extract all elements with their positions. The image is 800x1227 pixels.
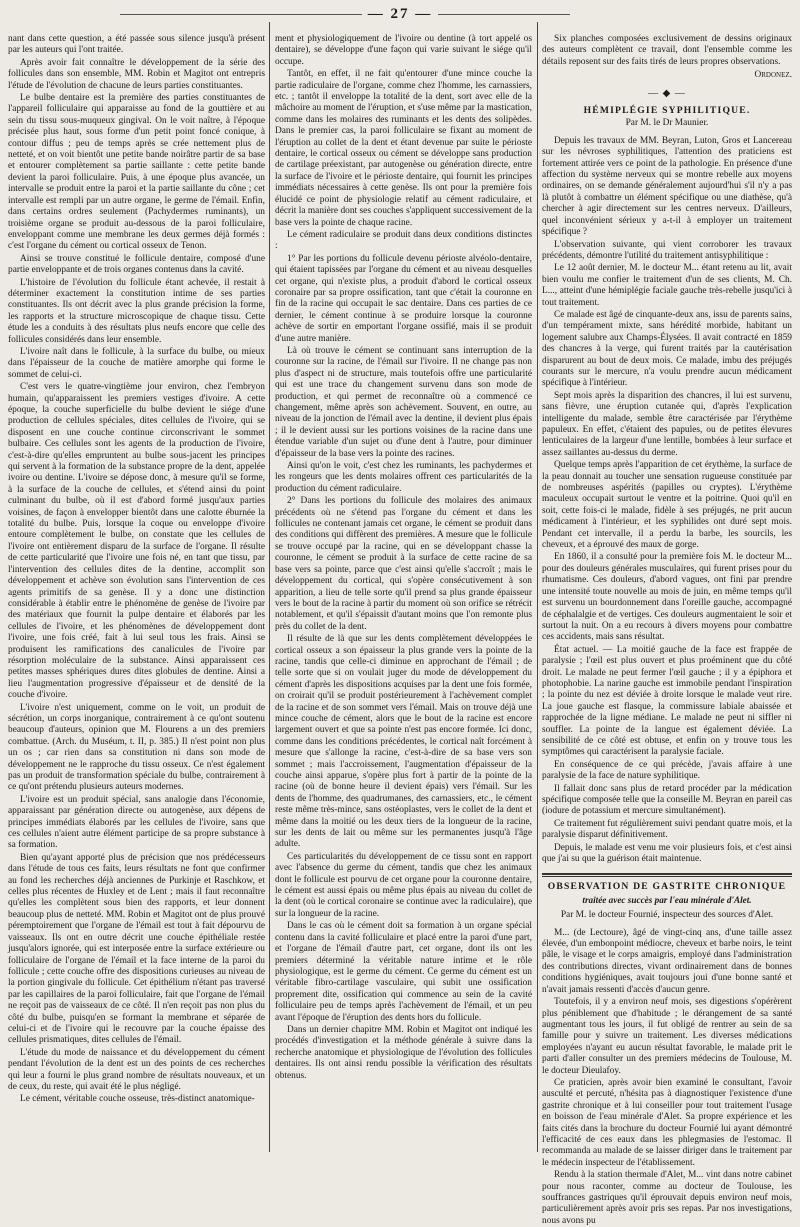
section-ornament: — ◆ —	[648, 87, 686, 99]
paragraph: L'observation suivante, qui vient corroborer les travaux précédents, démontre l'utilité du traitement antisyphilitique :	[542, 239, 792, 261]
paragraph: Là où trouve le cément se continuant sans interruption de la couronne sur la racine, de l'émail sur l'ivoire. Il ne change pas non plus d'aspect ni de structure, mais toutefois offre une particularité qui est une trace du changement survenu dans son mode de production, et qui permet de reconnaître où a commencé ce changement, même après son achèvement. Souvent, en outre, au niveau de la jonction de l'émail avec la dentine, il devient plus épais ; il le devient aussi sur les portions voisines de la racine dans une étendue variable d'un sujet ou d'une dent à l'autre, pour diminuer d'épaisseur de la base vers la pointe des racines.	[275, 345, 532, 459]
article-signature: Ordonez.	[754, 70, 792, 81]
paragraph: Le 12 août dernier, M. le docteur M... étant retenu au lit, avait bien voulu me confier le traitement d'un de ses clients, M. Ch. L..., atteint d'une hémiplégie faciale gauche très-rebelle jusqu'ici à tout traitement.	[542, 263, 792, 308]
paragraph: L'étude du mode de naissance et du développement du cément pendant l'évolution de la dent est un des points de ces recherches qui leur a fourni le plus grand nombre de résultats nouveaux, et un de ceux, du reste, qui avait été le plus négligé.	[8, 1047, 265, 1092]
column-1	[8, 34, 265, 1154]
column-divider	[269, 22, 270, 1152]
paragraph: 1° Par les portions du follicule devenu périoste alvéolo-dentaire, qui étaient tapissées par l'organe du cément et au niveau desquelles cet organe, qui n'existe plus, a produit d'abord le cortical osseux coronaire par sa propre ossification, tant que c'était la couronne en fin de la racine qui occupait le sac dentaire. Dans ces parties de ce dernier, le cément continue à se produire lorsque la couronne achève de sortir en emportant l'organe ossifié, mais il se produit d'une autre manière.	[275, 253, 532, 344]
page-number	[0, 6, 800, 23]
paragraph: Il résulte de là que sur les dents complètement développées le cortical osseux a son épaisseur la plus grande vers la pointe de la racine, tandis que celle-ci diminue en approchant de l'émail ; de telle sorte que si on voulait juger du mode de développement du cément d'après les dispositions acquises par la dent une fois formée, on croirait qu'il se produit postérieurement à l'achèvement complet de la racine et de son sommet vers l'émail. Mais on trouve déjà une mince couche de cément, alors que le bout de la racine est encore largement ouvert et que sa pointe n'est pas encore formée. Ici donc, comme dans les conditions précédentes, le cortical naît forcément à mesure que s'allonge la racine, c'est-à-dire de sa base vers son sommet ; mais l'accroissement, l'augmentation d'épaisseur de la couche ainsi apparue, s'opère plus fort à partir de la pointe de la racine (où de bonne heure il devient épais) vers l'émail. Sur les dents de l'homme, des quadrumanes, des carnassiers, etc., le cément reste même très-mince, sans ostéoplastes, vers le collet de la dent et même dans la moitié ou les deux tiers de la longueur de la racine, sur les dents de lait ou même sur les permanentes jusqu'à l'âge adulte.	[275, 634, 532, 850]
paragraph: L'ivoire n'est uniquement, comme on le voit, un produit de sécrétion, un corps inorganique, contrairement à ce qu'ont soutenu beaucoup d'auteurs, opinion que M. Flourens a un des premiers combattue. (Arch. du Muséum, t. II, p. 385.) Il n'est point non plus un os ; car rien dans sa constitution ni dans son mode de développement ne le rapproche du tissu osseux. Ce n'est également pas un produit de transformation spéciale du bulbe, contrairement à ce qu'ont prétendu plusieurs auteurs modernes.	[8, 702, 265, 793]
paragraph: Après avoir fait connaître le développement de la série des follicules dans son ensemble, MM. Robin et Magitot ont entrepris l'étude de l'évolution de chacune de leurs parties constituantes.	[8, 57, 265, 91]
paragraph: Ainsi qu'on le voit, c'est chez les ruminants, les pachydermes et les rongeurs que les dents molaires offrent ces particularités de la production du cément radiculaire.	[275, 461, 532, 494]
paragraph: 2° Dans les portions du follicule des molaires des animaux précédents où ne s'étend pas l'organe du cément et dans les follicules ne contenant jamais cet organe, le cément se produit dans des conditions qui diffèrent des premières. A mesure que le follicule se trouve occupé par la racine, qui en se développant chasse la couronne, le cément se produit à la surface de cette racine de sa base vers sa pointe, parce que c'est ainsi qu'elle s'accroît ; mais le développement du cortical, qui s'opère consécutivement à son apparition, a lieu de telle sorte qu'il prend sa plus grande épaisseur vers le bout de la racine à partir du moment où son orifice se rétrécit notablement, et qu'il s'épaissit d'autant moins que l'on remonte plus près du collet de la dent.	[275, 496, 532, 632]
article-author: Par M. le Dr Maunier.	[625, 118, 709, 129]
paragraph: Sept mois après la disparition des chancres, il lui est survenu, sans fièvre, une éruption cutanée qui, d'après l'explication intelligente du malade, semble être caractérisée par l'érythème papuleux. En effet, c'étaient des papules, ou de petites élevures lenticulaires de la largeur d'une lentille, bombées à leur surface et assez saillantes au-dessus du derme.	[542, 390, 792, 458]
paragraph: Dans un dernier chapitre MM. Robin et Magitot ont indiqué les procédés d'investigation et la méthode générale à suivre dans la recherche anatomique et physiologique de l'évolution des follicules dentaires. Ils ont ainsi rendu possible la vérification des résultats obtenus.	[275, 1024, 532, 1081]
article-author: Par M. le docteur Fournié, inspecteur des sources d'Alet.	[560, 910, 774, 921]
paragraph: M... (de Lectoure), âgé de vingt-cinq ans, d'une taille assez élevée, d'un embonpoint médiocre, cheveux et barbe noirs, le teint pâle, le visage et le corps amaigris, employé dans l'administration des contributions directes, vivant ordinairement dans de bonnes conditions hygiéniques, avait toujours joui d'une bonne santé et n'avait jamais ressenti d'accès d'aucun genre.	[542, 927, 792, 995]
paragraph: Tantôt, en effet, il ne fait qu'entourer d'une mince couche la partie radiculaire de l'organe, comme chez l'homme, les carnassiers, etc. ; tantôt il enveloppe la totalité de la dent, sort avec elle de la mâchoire au moment de l'éruption, et s'use même par la mastication, comme dans les molaires des ruminants et les dents des solipèdes. Dans le premier cas, la paroi folliculaire se fixant au moment de l'éruption au collet de la dent et étant devenue par suite le périoste dentaire, le cortical osseux ou cément se développe sans production de cartilage préexistant, par autogenèse ou génération directe, entre la surface de l'ivoire et le périoste dentaire, qui fournit les principes immédiats nécessaires à cette genèse. Ils ont pour la première fois élucidé ce point de physiologie relatif au cément radiculaire, et décrit la manière dont ses couches s'appliquent successivement de la base vers la pointe de chaque racine.	[275, 69, 532, 228]
paragraph: Ce malade est âgé de cinquante-deux ans, issu de parents sains, d'un tempérament mixte, sans hérédité morbide, habitant un logement salubre aux Champs-Élysées. Il avait contracté en 1859 des chancres à la verge, qui furent traités par la cautérisation disparurent au bout de deux mois. Ce malade, imbu des préjugés courants sur le mercure, n'a voulu prendre aucun médicament spécifique à l'intérieur.	[542, 309, 792, 389]
paragraph: Six planches composées exclusivement de dessins originaux des auteurs complètent ce travail, dont l'ensemble comme les détails reposent sur des faits tirés de leurs propres observations.	[542, 34, 792, 67]
section-divider	[542, 873, 792, 877]
column-2	[275, 34, 532, 1154]
column-3	[542, 34, 792, 1226]
paragraph: ment et physiologiquement de l'ivoire ou dentine (à tort appelé os dentaire), se développe d'une façon qui varie suivant le siége qu'il occupe.	[275, 34, 532, 67]
paragraph: Il fallait donc sans plus de retard procéder par la médication spécifique composée telle que la conseille M. Beyran en pareil cas (iodure de potassium et mercure simultanément).	[542, 783, 792, 817]
paragraph: L'ivoire est un produit spécial, sans analogie dans l'économie, apparaissant par génération directe ou autogenèse, aux dépens de principes immédiats élaborés par les cellules de l'ivoire, sans que ces cellules n'aient autre élément participe de sa propre substance à sa formation.	[8, 794, 265, 851]
paragraph: Ainsi se trouve constitué le follicule dentaire, composé d'une partie enveloppante et de trois organes contenus dans la cavité.	[8, 253, 265, 276]
paragraph: État actuel. — La moitié gauche de la face est frappée de paralysie ; l'œil est plus ouvert et plus proéminent que du côté droit. Le malade ne peut fermer l'œil gauche ; il y a épiphora et photophobie. La narine gauche est immobile pendant l'inspiration ; la pointe du nez est déviée à droite lorsque le malade veut rire. La joue gauche est flasque, la commissure labiale abaissée et rapprochée de la ligne médiane. Le malade ne peut ni siffler ni souffler. La pointe de la langue est également déviée. La sensibilité de ce côté est obtuse, et enfin on y trouve tous les symptômes qui caractérisent la paralysie faciale.	[542, 644, 792, 758]
paragraph: Depuis, le malade est venu me voir plusieurs fois, et c'est ainsi que j'ai su que la guérison était maintenue.	[542, 842, 792, 865]
paragraph: Le cément radiculaire se produit dans deux conditions distinctes :	[275, 229, 532, 252]
paragraph: Toutefois, il y a environ neuf mois, ses digestions s'opérèrent plus péniblement que d'habitude ; le dérangement de sa santé augmentant tous les jours, il fut obligé de rentrer au sein de sa famille pour y suivre un traitement. Les diverses médications employées n'ayant eu aucun résultat favorable, le malade prit le parti d'aller consulter un des premiers médecins de Toulouse, M. le docteur Dieulafoy.	[542, 997, 792, 1076]
paragraph: Ce traitement fut régulièrement suivi pendant quatre mois, et la paralysie disparut définitivement.	[542, 818, 792, 841]
column-divider	[537, 22, 538, 1152]
paragraph: Le cément, véritable couche osseuse, très-distinct anatomique-	[20, 1094, 255, 1105]
paragraph: En 1860, il a consulté pour la première fois M. le docteur M... pour des douleurs générales musculaires, qui furent prises pour du rhumatisme. Ces douleurs, d'abord vagues, ont fini par prendre une intensité toute nouvelle au mois de juin, en même temps qu'il est survenu un bourdonnement dans l'oreille gauche, accompagné de céphalalgie et de vertiges. Ces douleurs augmentaient le soir et surtout la nuit. On a eu recours à divers moyens pour combattre ces accidents, mais sans résultat.	[542, 552, 792, 643]
paragraph: Quelque temps après l'apparition de cet érythème, la surface de la peau donnait au toucher une sensation rugueuse constituée par de nombreuses aspérités (papilles ou cryptes). L'érythème maculeux occupait surtout le ventre et la poitrine. Quoi qu'il en soit, cette fois-ci le malade, fidèle à ses préjugés, ne prit aucun médicament à l'intérieur, et les syphilides ont duré sept mois. Pendant cet intervalle, il a perdu la barbe, les sourcils, les cheveux, et a éprouvé des maux de gorge.	[542, 460, 792, 551]
paragraph: Dans le cas où le cément doit sa formation à un organe spécial contenu dans la cavité folliculaire et placé entre la paroi d'une part, et l'organe de l'émail d'autre part, cet organe, dont ils ont les premiers déterminé la véritable nature intime et le rôle physiologique, est le germe du cément. Ce germe du cément est un véritable fibro-cartilage vasculaire, qui subit une ossification proprement dite, ossification qui commence au sein de la cavité folliculaire peu de temps après l'achèvement de l'émail, et un peu avant l'époque de l'éruption des dents hors du follicule.	[275, 921, 532, 1023]
paragraph: Ces particularités du développement de ce tissu sont en rapport avec l'absence du germe du cément, tandis que chez les animaux dont le follicule est pourvu de cet organe pour la couronne dentaire, le cément est aussi épais ou même plus épais au niveau du collet de la dent (où le cortical coronaire se continue avec la radiculaire), que sur la longueur de la racine.	[275, 851, 532, 919]
paragraph: L'histoire de l'évolution du follicule étant achevée, il restait à déterminer exactement la constitution intime de ses parties constituantes. Ils ont décrit avec la plus grande précision la forme, les rapports et la structure microscopique de chaque tissu. Cette étude les a conduits à des résultats plus neufs encore que celle des follicules considérés dans leur ensemble.	[8, 277, 265, 345]
page-number-text: — 27 —	[362, 6, 439, 22]
article-title: OBSERVATION DE GASTRITE CHRONIQUE	[547, 881, 787, 893]
paragraph: En conséquence de ce qui précède, j'avais affaire à une paralysie de la face de nature syphilitique.	[542, 759, 792, 782]
paragraph: Bien qu'ayant apporté plus de précision que nos prédécesseurs dans l'étude de tous ces faits, leurs résultats ne font que confirmer au fond les recherches déjà anciennes de Purkinje et Raschkow, et celles plus récentes de Huxley et de Lent ; mais il faut reconnaître qu'elles les complètent sous bien des rapports, et leur donnent beaucoup plus de netteté. MM. Robin et Magitot ont de plus prouvé péremptoirement que l'organe de l'émail est tout à fait dépourvu de vaisseaux. Ils ont en outre décrit une couche épithéliale restée jusqu'alors ignorée, qui est interposée entre la surface extérieure ou folliculaire de l'organe de l'émail et la face interne de la paroi du follicule ; cette couche offre des dispositions curieuses au niveau de la portion gingivale du follicule. Cet épithélium n'étant pas traversé par les capillaires de la paroi folliculaire, fait que l'organe de l'émail ne reçoit pas de vaisseaux de ce côté. Il n'en reçoit pas non plus du côté du bulbe, puisqu'en se formant la membrane et séparée de celui-ci et de l'ivoire qui le recouvre par la couche épaisse des cellules prismatiques, dites cellules de l'émail.	[8, 852, 265, 1046]
paragraph: Le bulbe dentaire est la première des parties constituantes de l'appareil folliculaire qui apparaisse au fond de la gouttière et au sein du tissu sous-muqueux gingival. On le voit naître, à l'époque précisée plus haut, sous forme d'un petit point foncé conique, à contour diffus ; peu de temps après se crée nettement plus de netteté, et on voit bientôt une petite bande noirâtre partir de sa base et entourer complètement sa partie saillante : cette petite bande devient la paroi folliculaire. Puis, à une époque plus avancée, un intervalle se produit entre la paroi et la partie saillante du cône ; cet intervalle est rempli par un autre organe, le germe de l'émail. Enfin, dans certains ordres seulement (Pachydermes ruminants), un troisième organe se produit au-dessous de la paroi folliculaire, enveloppant comme une membrane les deux germes déjà formés : c'est l'organe du cément ou cortical osseux de Tenon.	[8, 93, 265, 252]
article-title: HÉMIPLÉGIE SYPHILITIQUE.	[583, 105, 751, 117]
paragraph: L'ivoire naît dans le follicule, à la surface du bulbe, ou mieux dans l'épaisseur de la couche de matière amorphe qui forme le sommet de celui-ci.	[8, 346, 265, 380]
paragraph: Ce praticien, après avoir bien examiné le consultant, l'avoir ausculté et percuté, n'hésita pas à diagnostiquer l'existence d'une gastrite chronique et à lui conseiller pour tout traitement l'usage en boisson de l'eau minérale d'Alet. Sa propre expérience et les faits cités dans la brochure du docteur Fournié lui ayant démontré l'efficacité de ces eaux dans les phlegmasies de l'estomac. Il recommanda au malade de se laisser diriger dans le traitement par le médecin inspecteur de l'établissement.	[542, 1077, 792, 1168]
paragraph: Depuis les travaux de MM. Beyran, Luton, Gros et Lancereau sur les névroses syphilitiques, l'attention des praticiens est fortement attirée vers ce point de la pathologie. En présence d'une affection du système nerveux qui se montre rebelle aux moyens ordinaires, on se demande généralement aujourd'hui s'il n'y a pas là plutôt à combattre un élément spécifique ou une diathèse, qu'à chercher à agir directement sur les centres nerveux. D'ailleurs, quel inconvénient sérieux y a-t-il à employer un traitement spécifique ?	[542, 135, 792, 238]
article-subtitle: traitée avec succès par l'eau minérale d'Alet.	[582, 894, 752, 905]
paragraph: Rendu à la station thermale d'Alet, M... vint dans notre cabinet pour nous raconter, comme au docteur de Toulouse, les souffrances gastriques qu'il éprouvait depuis environ neuf mois, particulièrement après avoir pris ses repas. Par nos investigations, nous avons pu	[542, 1170, 792, 1226]
paragraph: nant dans cette question, a été passée sous silence jusqu'à présent par les auteurs qui l'ont traitée.	[8, 34, 265, 56]
paragraph: C'est vers le quatre-vingtième jour environ, chez l'embryon humain, qu'apparaissent les premiers vestiges d'ivoire. A cette époque, la couche superficielle du bulbe devient le siége d'une production de cellules spéciales, dites cellules de l'ivoire, qui se disposent en une couche continue circonscrivant le sommet bulbaire. Ces cellules sont les agents de la production de l'ivoire, c'est-à-dire qu'elles empruntent au bulbe sous-jacent les principes qui servent à la formation de la substance propre de la dent, appelée ivoire ou dentine. L'ivoire se dépose donc, à mesure qu'il se forme, à la surface de la couche de cellules, et s'étend ainsi du point culminant du bulbe, où il est d'abord formé jusqu'aux parties voisines, de façon à envelopper bientôt dans une calotte éburnée la totalité du bulbe. Puis, lorsque la coque ou enveloppe d'ivoire entoure complètement le bulbe, on constate que les cellules de l'ivoire ont entièrement disparu de la surface de l'organe. Il résulte de cette particularité que l'ivoire une fois né, en tant que tissu, par l'intervention des cellules dites de la dentine, accomplit son développement et achève son évolution sans l'intervention de ces agents primitifs de sa genèse. Il y a donc une distinction considérable à établir entre le phénomène de genèse de l'ivoire par des matériaux que fournit la pulpe dentaire et élaborés par les cellules de l'ivoire, et les phénomènes de développement dont l'ivoire, une fois créé, fait à lui seul tous les frais. Ainsi se produisent les ramifications des canalicules de l'ivoire par résorption moléculaire de la substance. Ainsi apparaissent ces petites masses sphériques dures dites globules de dentine. Ainsi a lieu l'augmentation progressive d'épaisseur et de densité de la couche d'ivoire.	[8, 382, 265, 701]
